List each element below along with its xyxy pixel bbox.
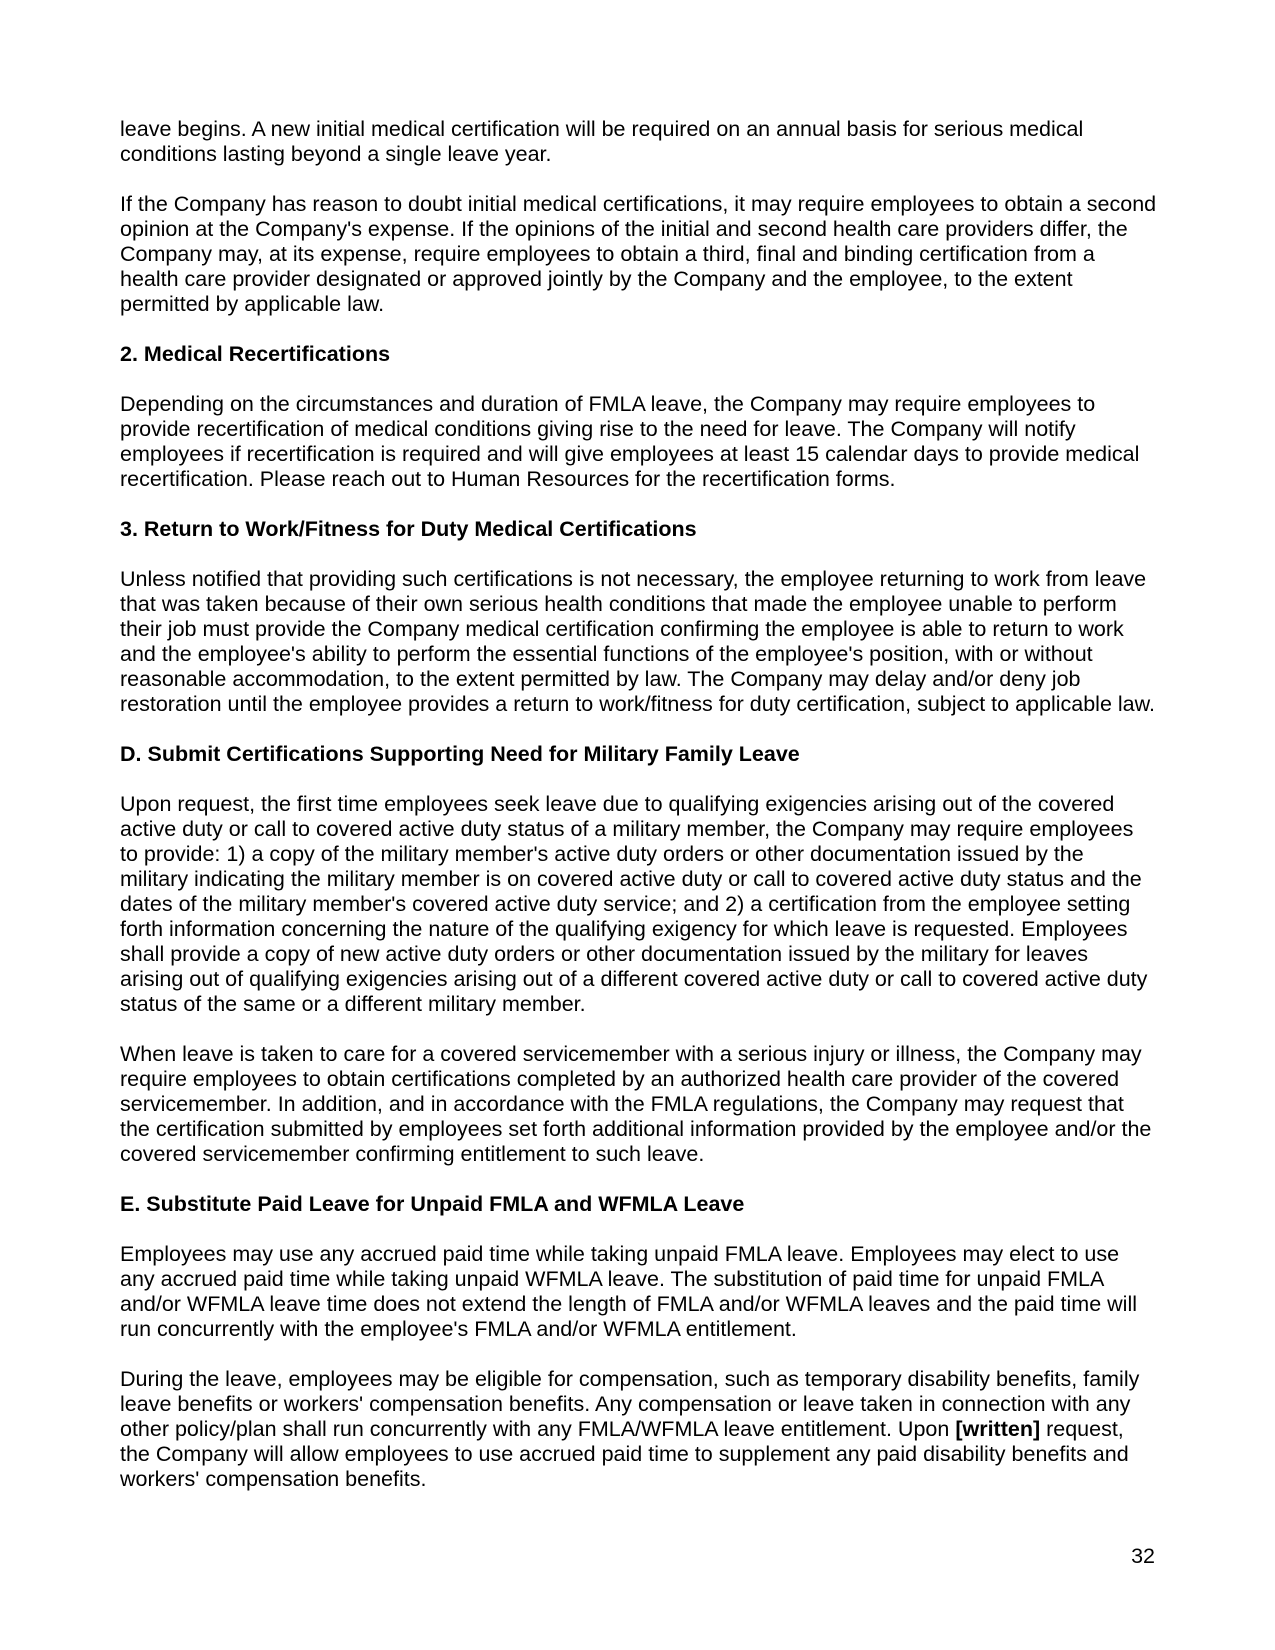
paragraph-leave-compensation-text-after: request, the Company will allow employees to use accrued paid time to supplement any paid disability benefits and workers' compensation benefits. [120, 1417, 1129, 1491]
document-content [120, 117, 1157, 1517]
paragraph-return-to-work: Unless notified that providing such certifications is not necessary, the employee returning to work from leave that was taken because of their own serious health conditions that made the employee unable to perform their job must provide the Company medical certification confirming the employee is able to return to work and the employee's ability to perform the essential functions of the employee's position, with or without reasonable accommodation, to the extent permitted by law. The Company may delay and/or deny job restoration until the employee provides a return to work/fitness for duty certification, subject to applicable law. [120, 567, 1155, 716]
bold-written-token: [written] [955, 1417, 1041, 1441]
paragraph-annual-certification: leave begins. A new initial medical certification will be required on an annual basis for serious medical conditions lasting beyond a single leave year. [120, 117, 1084, 166]
paragraph-second-opinion: If the Company has reason to doubt initial medical certifications, it may require employees to obtain a second opinion at the Company's expense. If the opinions of the initial and second health care providers differ, the Company may, at its expense, require employees to obtain a third, final and binding certification from a health care provider designated or approved jointly by the Company and the employee, to the extent permitted by applicable law. [120, 192, 1157, 316]
paragraph-substitute-paid-leave: Employees may use any accrued paid time while taking unpaid FMLA leave. Employees may elect to use any accrued paid time while taking unpaid WFMLA leave. The substitution of paid time for unpaid FMLA and/or WFMLA leave time does not extend the length of FMLA and/or WFMLA leaves and the paid time will run concurrently with the employee's FMLA and/or WFMLA entitlement. [120, 1242, 1137, 1341]
paragraph-leave-compensation-text-before: During the leave, employees may be eligible for compensation, such as temporary disability benefits, family leave benefits or workers' compensation benefits. Any compensation or leave taken in connection with any other policy/plan shall run concurrently with any FMLA/WFMLA leave entitlement. Upon [120, 1367, 1140, 1441]
paragraph-recertification: Depending on the circumstances and duration of FMLA leave, the Company may require employees to provide recertification of medical conditions giving rise to the need for leave. The Company will notify employees if recertification is required and will give employees at least 15 calendar days to provide medical recertification. Please reach out to Human Resources for the recertification forms. [120, 392, 1140, 491]
heading-medical-recertifications: 2. Medical Recertifications [120, 342, 391, 366]
page-number: 32 [1131, 1544, 1155, 1568]
heading-return-to-work-certifications: 3. Return to Work/Fitness for Duty Medical Certifications [120, 517, 697, 541]
paragraph-qualifying-exigencies: Upon request, the first time employees seek leave due to qualifying exigencies arising out of the covered active duty or call to covered active duty status of a military member, the Company may require employees to provide: 1) a copy of the military member's active duty orders or other documentation issued by the military indicating the military member is on covered active duty or call to covered active duty status and the dates of the military member's covered active duty service; and 2) a certification from the employee setting forth information concerning the nature of the qualifying exigency for which leave is requested. Employees shall provide a copy of new active duty orders or other documentation issued by the military for leaves arising out of qualifying exigencies arising out of a different covered active duty or call to covered active duty status of the same or a different military member. [120, 792, 1148, 1016]
heading-military-family-leave-certifications: D. Submit Certifications Supporting Need for Military Family Leave [120, 742, 800, 766]
heading-substitute-paid-leave: E. Substitute Paid Leave for Unpaid FMLA and WFMLA Leave [120, 1192, 745, 1216]
paragraph-leave-compensation [120, 1367, 1157, 1492]
paragraph-servicemember-care: When leave is taken to care for a covered servicemember with a serious injury or illness, the Company may require employees to obtain certifications completed by an authorized health care provider of the covered servicemember. In addition, and in accordance with the FMLA regulations, the Company may request that the certification submitted by employees set forth additional information provided by the employee and/or the covered servicemember confirming entitlement to such leave. [120, 1042, 1152, 1166]
